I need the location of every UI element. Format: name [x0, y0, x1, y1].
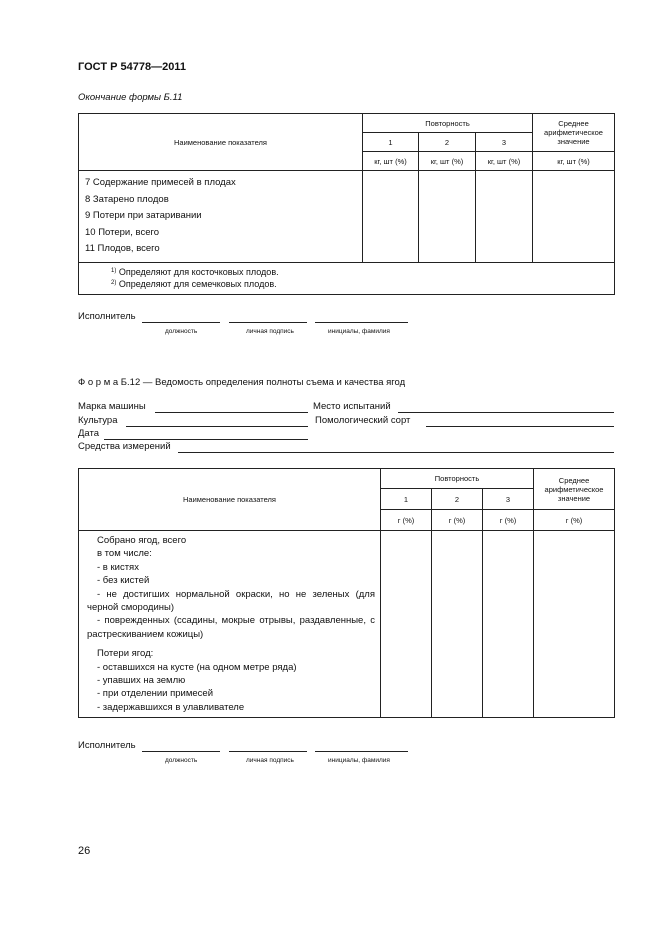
pomological-field[interactable] — [426, 426, 614, 427]
indicator-row: 8 Затарено плодов — [85, 193, 169, 205]
indicator-row: - не достигших нормальной окраски, но не зеленых (для черной смородины) — [87, 588, 375, 614]
unit-cell: г (%) — [534, 510, 615, 531]
name-caption: инициалы, фамилия — [328, 757, 390, 764]
page-number: 26 — [78, 845, 91, 857]
instruments-label: Средства измерений — [78, 441, 171, 452]
name-line[interactable] — [315, 751, 408, 752]
footnote-text: Определяют для косточковых плодов. — [116, 266, 279, 277]
signature-line[interactable] — [229, 751, 307, 752]
indicator-row: 7 Содержание примесей в плодах — [85, 177, 236, 188]
machine-field[interactable] — [155, 412, 308, 413]
footnote — [111, 278, 614, 290]
indicator-row: - задержавшихся в улавливателе — [97, 701, 245, 713]
indicator-row: - поврежденных (ссадины, мокрые отрывы, раздавленные, с растрескиванием кожицы) — [87, 615, 375, 640]
culture-field[interactable] — [126, 426, 308, 427]
indicator-row: - при отделении примесей — [97, 688, 214, 700]
name-line[interactable] — [315, 322, 408, 323]
indicator-row: Собрано ягод, всего — [97, 535, 187, 546]
machine-label: Марка машины — [78, 401, 146, 412]
footnote — [111, 266, 614, 278]
unit-cell: г (%) — [432, 510, 483, 531]
col-header-name: Наименование показателя — [79, 469, 381, 531]
form-title: Ф о р м а Б.12 — Ведомость определения полноты съема и качества ягод — [78, 377, 406, 388]
indicator-row: 11 Плодов, всего — [85, 243, 160, 254]
position-line[interactable] — [142, 751, 220, 752]
indicator-row: Потери ягод: — [97, 648, 154, 660]
unit-cell: г (%) — [381, 510, 432, 531]
footnote-mark: 1) — [111, 267, 117, 274]
position-line[interactable] — [142, 322, 220, 323]
signature-caption: личная подпись — [246, 328, 294, 335]
indicator-list — [79, 531, 381, 718]
unit-cell: кг, шт (%) — [533, 152, 615, 171]
value-cell — [381, 531, 432, 718]
unit-cell: кг, шт (%) — [476, 152, 533, 171]
value-cell — [419, 171, 476, 263]
value-cell — [533, 171, 615, 263]
name-caption: инициалы, фамилия — [328, 328, 390, 335]
unit-cell: кг, шт (%) — [363, 152, 419, 171]
document-code: ГОСТ Р 54778—2011 — [78, 61, 186, 73]
footnote-mark: 2) — [111, 279, 117, 286]
col-header-repeat: Повторность — [381, 469, 534, 489]
repeat-num: 1 — [363, 133, 419, 152]
date-field[interactable] — [104, 439, 308, 440]
indicator-row: - упавших на землю — [97, 675, 186, 687]
instruments-field[interactable] — [178, 452, 614, 453]
value-cell — [483, 531, 534, 718]
date-label: Дата — [78, 428, 100, 439]
position-caption: должность — [165, 757, 198, 764]
executor-label: Исполнитель — [78, 311, 136, 322]
repeat-num: 1 — [381, 489, 432, 510]
signature-caption: личная подпись — [246, 757, 294, 764]
unit-cell: кг, шт (%) — [419, 152, 476, 171]
indicator-row: 9 Потери при затаривании — [85, 210, 202, 221]
col-header-name: Наименование показателя — [79, 114, 363, 171]
repeat-num: 3 — [483, 489, 534, 510]
value-cell — [476, 171, 533, 263]
table-form-b12 — [78, 468, 615, 718]
culture-label: Культура — [78, 415, 118, 426]
footnotes — [79, 262, 615, 294]
table-caption: Окончание формы Б.11 — [78, 92, 183, 103]
pomological-label: Помологический сорт — [315, 415, 411, 426]
table-form-b11 — [78, 113, 615, 295]
signature-line[interactable] — [229, 322, 307, 323]
col-header-avg: Среднее арифметическое значение — [534, 469, 615, 510]
repeat-num: 2 — [419, 133, 476, 152]
col-header-repeat: Повторность — [363, 114, 533, 133]
value-cell — [534, 531, 615, 718]
repeat-num: 2 — [432, 489, 483, 510]
executor-label: Исполнитель — [78, 740, 136, 751]
value-cell — [363, 171, 419, 263]
position-caption: должность — [165, 328, 198, 335]
footnote-text: Определяют для семечковых плодов. — [116, 278, 277, 289]
repeat-num: 3 — [476, 133, 533, 152]
place-field[interactable] — [398, 412, 614, 413]
indicator-row: - в кистях — [97, 561, 139, 573]
indicator-list — [79, 171, 363, 263]
col-header-avg: Среднее арифметическое значение — [533, 114, 615, 152]
unit-cell: г (%) — [483, 510, 534, 531]
indicator-row: - без кистей — [97, 575, 150, 587]
indicator-row: 10 Потери, всего — [85, 226, 160, 238]
place-label: Место испытаний — [313, 401, 391, 412]
indicator-row: - оставшихся на кусте (на одном метре ряда) — [97, 661, 297, 673]
value-cell — [432, 531, 483, 718]
indicator-row: в том числе: — [97, 548, 152, 560]
